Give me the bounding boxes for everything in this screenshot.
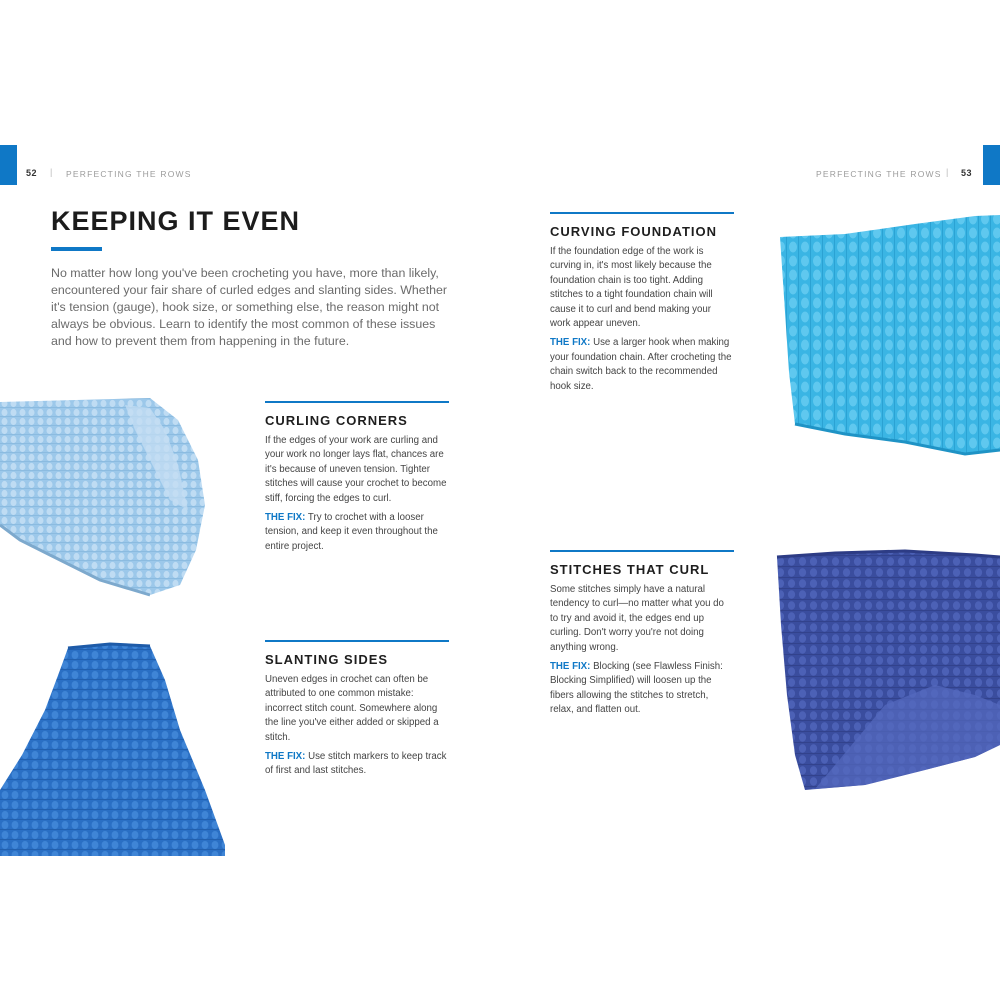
section-title: STITCHES THAT CURL	[550, 562, 710, 577]
section-fix	[265, 511, 449, 554]
fix-text: Use a larger hook when making your foundation chain. After crocheting the chain switch back to the recommended hook size.	[550, 337, 732, 392]
fix-label: THE FIX:	[550, 337, 591, 349]
section-title: CURLING CORNERS	[265, 413, 408, 428]
royal-blue-slanted-swatch-image	[0, 640, 230, 856]
intro-paragraph: No matter how long you've been crocheting you have, more than likely, encountered your fair share of curled edges and slanting sides. Whether it's tension (gauge), hook size, or something else, the reason might not always be obvious. Learn to identify the most common of these issues and how to prevent them from happening in the future.	[51, 266, 448, 348]
section-rule	[265, 640, 449, 642]
fix-label: THE FIX:	[265, 512, 306, 524]
fix-label: THE FIX:	[550, 661, 591, 673]
section-body: Some stitches simply have a natural tendency to curl—no matter what you do to try and avoid it, the edges end up curling. Don't worry you're not doing anything wrong.	[550, 584, 724, 653]
left-page-tab	[0, 145, 17, 185]
title-underline	[51, 247, 102, 251]
section-rule	[550, 550, 734, 552]
right-running-head: PERFECTING THE ROWS	[816, 169, 942, 179]
left-running-head: PERFECTING THE ROWS	[66, 169, 192, 179]
left-page-number: 52	[26, 168, 38, 178]
turquoise-foundation-swatch-image	[775, 212, 1000, 457]
section-slanting-sides	[265, 640, 449, 779]
section-body: Uneven edges in crochet can often be attributed to one common mistake: incorrect stitch count. Somewhere along the line you've either added or skipped a stitch.	[265, 674, 439, 743]
navy-curling-swatch-image	[775, 545, 1000, 795]
page-title: KEEPING IT EVEN	[51, 206, 301, 236]
left-header-separator: |	[50, 167, 53, 177]
section-fix	[550, 336, 734, 394]
section-body: If the foundation edge of the work is curving in, it's most likely because the foundation chain is too tight. Adding stitches to a tight foundation chain will cause it to curl and bend making your work appear uneven.	[550, 246, 713, 330]
section-curling-corners	[265, 401, 449, 554]
section-fix	[265, 750, 449, 779]
light-blue-curled-swatch-image	[0, 390, 215, 600]
section-body: If the edges of your work are curling and your work no longer lays flat, chances are it's because of uneven tension. Tighter stitches will cause your crochet to become stiff, forcing the edges to curl.	[265, 435, 447, 504]
section-fix	[550, 660, 734, 718]
section-curving-foundation	[550, 212, 734, 394]
section-stitches-that-curl	[550, 550, 734, 718]
right-page-tab	[983, 145, 1000, 185]
fix-text: Blocking (see Flawless Finish: Blocking Simplified) will loosen up the fibers allowing the stitches to stretch, relax, and flatten out.	[550, 661, 723, 716]
section-rule	[265, 401, 449, 403]
section-title: CURVING FOUNDATION	[550, 224, 718, 239]
fix-text: Use stitch markers to keep track of first and last stitches.	[265, 751, 447, 777]
right-page-number: 53	[961, 168, 973, 178]
section-title: SLANTING SIDES	[265, 652, 389, 667]
fix-text: Try to crochet with a looser tension, and keep it even throughout the entire project.	[265, 512, 438, 552]
right-header-separator: |	[946, 167, 949, 177]
section-rule	[550, 212, 734, 214]
fix-label: THE FIX:	[265, 751, 306, 763]
